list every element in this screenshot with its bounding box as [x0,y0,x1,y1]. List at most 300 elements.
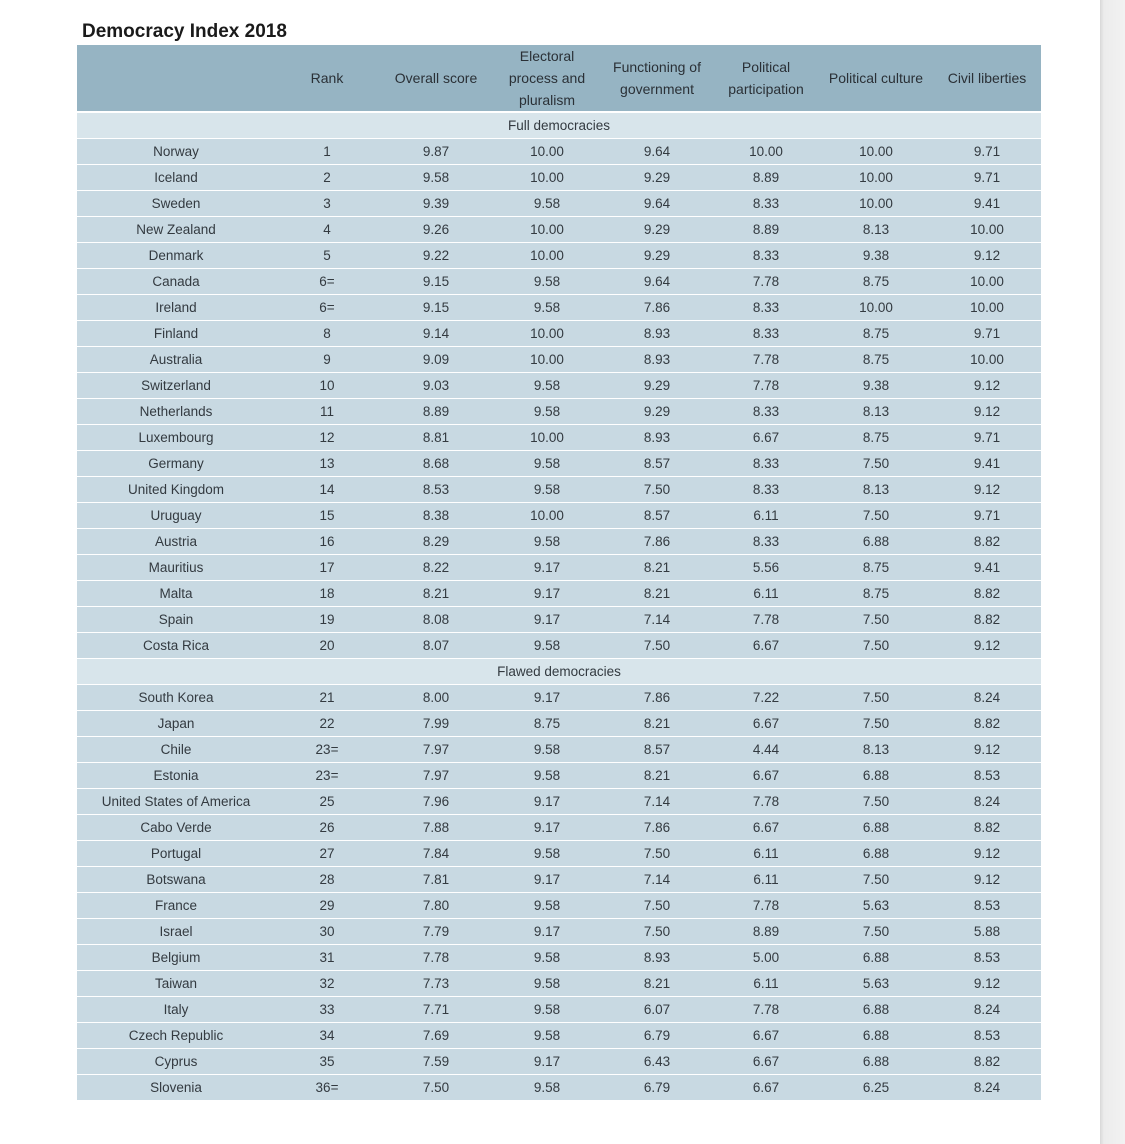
cell-political-culture: 7.50 [819,450,933,476]
cell-rank: 18 [275,580,379,606]
cell-functioning-of-government: 8.57 [601,736,713,762]
table-row [77,996,1041,1022]
cell-political-participation: 6.11 [713,970,819,996]
cell-overall-score: 7.71 [379,996,493,1022]
cell-civil-liberties: 8.53 [933,762,1041,788]
cell-country: Norway [77,138,275,164]
cell-rank: 30 [275,918,379,944]
cell-electoral-process: 9.58 [493,996,601,1022]
table-row [77,190,1041,216]
cell-rank: 6= [275,268,379,294]
cell-country: Cabo Verde [77,814,275,840]
table-row [77,970,1041,996]
cell-overall-score: 8.89 [379,398,493,424]
cell-rank: 1 [275,138,379,164]
cell-overall-score: 7.78 [379,944,493,970]
cell-rank: 6= [275,294,379,320]
cell-rank: 31 [275,944,379,970]
cell-functioning-of-government: 8.93 [601,320,713,346]
table-row [77,1074,1041,1100]
cell-functioning-of-government: 7.50 [601,632,713,658]
cell-electoral-process: 9.58 [493,372,601,398]
cell-political-participation: 10.00 [713,138,819,164]
cell-civil-liberties: 8.82 [933,606,1041,632]
header-rank: Rank [275,45,379,112]
table-row [77,840,1041,866]
cell-civil-liberties: 8.82 [933,528,1041,554]
table-header [77,45,1041,112]
cell-functioning-of-government: 7.50 [601,892,713,918]
table-row [77,164,1041,190]
cell-electoral-process: 10.00 [493,138,601,164]
cell-political-culture: 8.75 [819,580,933,606]
cell-rank: 35 [275,1048,379,1074]
cell-political-culture: 8.75 [819,268,933,294]
table-row [77,320,1041,346]
table-row [77,918,1041,944]
cell-civil-liberties: 10.00 [933,268,1041,294]
cell-overall-score: 7.81 [379,866,493,892]
cell-functioning-of-government: 9.64 [601,268,713,294]
cell-electoral-process: 9.58 [493,398,601,424]
cell-functioning-of-government: 9.29 [601,398,713,424]
cell-electoral-process: 10.00 [493,164,601,190]
cell-rank: 13 [275,450,379,476]
cell-electoral-process: 9.58 [493,632,601,658]
cell-functioning-of-government: 9.29 [601,216,713,242]
cell-overall-score: 8.38 [379,502,493,528]
cell-civil-liberties: 9.71 [933,320,1041,346]
table-row [77,216,1041,242]
cell-political-participation: 7.22 [713,684,819,710]
cell-country: Cyprus [77,1048,275,1074]
cell-country: Austria [77,528,275,554]
cell-political-culture: 6.88 [819,1022,933,1048]
cell-electoral-process: 10.00 [493,320,601,346]
cell-country: Portugal [77,840,275,866]
cell-political-culture: 7.50 [819,866,933,892]
cell-political-participation: 5.56 [713,554,819,580]
cell-country: Israel [77,918,275,944]
cell-functioning-of-government: 9.29 [601,242,713,268]
cell-political-participation: 6.67 [713,710,819,736]
cell-civil-liberties: 8.82 [933,814,1041,840]
cell-civil-liberties: 8.82 [933,710,1041,736]
cell-political-participation: 6.67 [713,814,819,840]
cell-electoral-process: 9.58 [493,268,601,294]
cell-political-culture: 6.88 [819,1048,933,1074]
cell-political-culture: 6.88 [819,814,933,840]
cell-overall-score: 7.99 [379,710,493,736]
cell-electoral-process: 9.17 [493,580,601,606]
section-header-row [77,658,1041,684]
cell-country: Japan [77,710,275,736]
cell-electoral-process: 9.58 [493,476,601,502]
section-title: Full democracies [77,112,1041,138]
cell-political-participation: 6.67 [713,1022,819,1048]
cell-political-culture: 6.88 [819,840,933,866]
cell-overall-score: 8.68 [379,450,493,476]
cell-political-participation: 8.89 [713,918,819,944]
cell-overall-score: 7.73 [379,970,493,996]
cell-country: Costa Rica [77,632,275,658]
table-row [77,502,1041,528]
cell-electoral-process: 9.58 [493,944,601,970]
cell-rank: 19 [275,606,379,632]
cell-country: Luxembourg [77,424,275,450]
cell-political-culture: 9.38 [819,242,933,268]
cell-political-participation: 8.33 [713,320,819,346]
table-row [77,788,1041,814]
cell-rank: 16 [275,528,379,554]
cell-rank: 8 [275,320,379,346]
cell-civil-liberties: 8.82 [933,580,1041,606]
cell-electoral-process: 9.17 [493,866,601,892]
table-row [77,736,1041,762]
cell-overall-score: 9.09 [379,346,493,372]
cell-civil-liberties: 9.12 [933,372,1041,398]
cell-political-participation: 8.89 [713,216,819,242]
header-row [77,45,1041,112]
cell-country: Netherlands [77,398,275,424]
cell-political-culture: 8.75 [819,424,933,450]
cell-civil-liberties: 9.41 [933,554,1041,580]
table-row [77,398,1041,424]
cell-country: Taiwan [77,970,275,996]
cell-political-participation: 5.00 [713,944,819,970]
cell-political-participation: 7.78 [713,996,819,1022]
cell-electoral-process: 9.17 [493,684,601,710]
cell-functioning-of-government: 7.50 [601,476,713,502]
cell-functioning-of-government: 7.14 [601,866,713,892]
cell-political-participation: 8.33 [713,242,819,268]
cell-country: Germany [77,450,275,476]
cell-overall-score: 7.97 [379,736,493,762]
cell-overall-score: 7.79 [379,918,493,944]
header-country [77,45,275,112]
cell-electoral-process: 9.58 [493,528,601,554]
cell-civil-liberties: 9.71 [933,502,1041,528]
cell-civil-liberties: 10.00 [933,294,1041,320]
cell-country: Australia [77,346,275,372]
cell-political-participation: 7.78 [713,606,819,632]
cell-political-participation: 6.67 [713,632,819,658]
cell-overall-score: 9.26 [379,216,493,242]
cell-rank: 21 [275,684,379,710]
cell-country: Botswana [77,866,275,892]
header-political-culture: Political culture [819,45,933,112]
cell-political-culture: 5.63 [819,892,933,918]
cell-political-participation: 6.67 [713,1048,819,1074]
cell-civil-liberties: 10.00 [933,216,1041,242]
cell-functioning-of-government: 8.57 [601,450,713,476]
table-row [77,450,1041,476]
cell-electoral-process: 9.58 [493,892,601,918]
cell-civil-liberties: 8.24 [933,684,1041,710]
cell-rank: 9 [275,346,379,372]
cell-country: Malta [77,580,275,606]
cell-functioning-of-government: 7.86 [601,294,713,320]
cell-rank: 23= [275,736,379,762]
cell-rank: 28 [275,866,379,892]
cell-political-culture: 7.50 [819,710,933,736]
cell-functioning-of-government: 8.93 [601,346,713,372]
cell-political-participation: 6.11 [713,866,819,892]
header-overall-score: Overall score [379,45,493,112]
cell-political-culture: 9.38 [819,372,933,398]
cell-political-participation: 8.33 [713,450,819,476]
table-row [77,138,1041,164]
cell-country: Czech Republic [77,1022,275,1048]
cell-political-participation: 6.11 [713,580,819,606]
cell-overall-score: 8.53 [379,476,493,502]
cell-functioning-of-government: 7.86 [601,814,713,840]
cell-functioning-of-government: 8.57 [601,502,713,528]
cell-functioning-of-government: 8.93 [601,424,713,450]
cell-political-culture: 5.63 [819,970,933,996]
table-row [77,944,1041,970]
cell-civil-liberties: 8.24 [933,1074,1041,1100]
table-row [77,268,1041,294]
table-row [77,606,1041,632]
cell-functioning-of-government: 8.21 [601,970,713,996]
table-row [77,372,1041,398]
cell-political-participation: 7.78 [713,346,819,372]
cell-functioning-of-government: 6.07 [601,996,713,1022]
cell-political-culture: 8.75 [819,346,933,372]
header-civil-liberties: Civil liberties [933,45,1041,112]
cell-rank: 5 [275,242,379,268]
cell-political-participation: 6.67 [713,1074,819,1100]
cell-electoral-process: 9.58 [493,840,601,866]
table-row [77,762,1041,788]
cell-electoral-process: 9.58 [493,762,601,788]
cell-overall-score: 7.59 [379,1048,493,1074]
cell-political-culture: 10.00 [819,138,933,164]
cell-overall-score: 8.81 [379,424,493,450]
cell-rank: 17 [275,554,379,580]
cell-political-culture: 7.50 [819,788,933,814]
cell-overall-score: 9.15 [379,268,493,294]
cell-functioning-of-government: 7.14 [601,788,713,814]
cell-political-culture: 7.50 [819,684,933,710]
cell-political-culture: 8.75 [819,320,933,346]
cell-functioning-of-government: 8.21 [601,762,713,788]
cell-functioning-of-government: 8.93 [601,944,713,970]
cell-electoral-process: 9.58 [493,1074,601,1100]
table-row [77,424,1041,450]
cell-political-culture: 6.88 [819,996,933,1022]
cell-rank: 32 [275,970,379,996]
cell-country: Ireland [77,294,275,320]
cell-rank: 36= [275,1074,379,1100]
table-row [77,1022,1041,1048]
cell-overall-score: 7.69 [379,1022,493,1048]
cell-country: Spain [77,606,275,632]
cell-rank: 4 [275,216,379,242]
cell-overall-score: 7.88 [379,814,493,840]
cell-rank: 33 [275,996,379,1022]
cell-country: Italy [77,996,275,1022]
cell-rank: 14 [275,476,379,502]
table-row [77,892,1041,918]
cell-overall-score: 9.39 [379,190,493,216]
table-row [77,242,1041,268]
cell-functioning-of-government: 8.21 [601,710,713,736]
cell-civil-liberties: 9.12 [933,476,1041,502]
democracy-index-table [77,45,1041,1101]
cell-functioning-of-government: 6.43 [601,1048,713,1074]
cell-civil-liberties: 8.53 [933,1022,1041,1048]
cell-electoral-process: 9.17 [493,554,601,580]
cell-political-culture: 7.50 [819,918,933,944]
cell-rank: 20 [275,632,379,658]
cell-civil-liberties: 9.12 [933,866,1041,892]
cell-overall-score: 9.15 [379,294,493,320]
cell-civil-liberties: 9.71 [933,138,1041,164]
table-row [77,554,1041,580]
table-row [77,814,1041,840]
cell-country: United Kingdom [77,476,275,502]
cell-electoral-process: 9.17 [493,814,601,840]
cell-electoral-process: 10.00 [493,502,601,528]
cell-overall-score: 9.58 [379,164,493,190]
cell-civil-liberties: 8.53 [933,892,1041,918]
cell-functioning-of-government: 6.79 [601,1074,713,1100]
cell-overall-score: 9.14 [379,320,493,346]
cell-political-participation: 8.33 [713,190,819,216]
cell-electoral-process: 9.58 [493,294,601,320]
cell-civil-liberties: 9.12 [933,242,1041,268]
cell-rank: 10 [275,372,379,398]
cell-overall-score: 7.97 [379,762,493,788]
cell-functioning-of-government: 7.14 [601,606,713,632]
cell-rank: 22 [275,710,379,736]
cell-country: United States of America [77,788,275,814]
cell-overall-score: 7.80 [379,892,493,918]
section-header-row [77,112,1041,138]
cell-political-culture: 8.75 [819,554,933,580]
cell-civil-liberties: 9.41 [933,450,1041,476]
cell-country: Sweden [77,190,275,216]
cell-civil-liberties: 8.24 [933,996,1041,1022]
cell-political-participation: 6.11 [713,840,819,866]
cell-political-participation: 8.33 [713,294,819,320]
cell-rank: 2 [275,164,379,190]
cell-rank: 3 [275,190,379,216]
cell-political-culture: 6.88 [819,528,933,554]
table-row [77,1048,1041,1074]
table-row [77,710,1041,736]
cell-rank: 29 [275,892,379,918]
cell-overall-score: 9.87 [379,138,493,164]
cell-electoral-process: 9.17 [493,788,601,814]
cell-civil-liberties: 8.53 [933,944,1041,970]
cell-rank: 34 [275,1022,379,1048]
cell-rank: 12 [275,424,379,450]
cell-functioning-of-government: 8.21 [601,580,713,606]
cell-country: Iceland [77,164,275,190]
cell-electoral-process: 9.58 [493,190,601,216]
cell-electoral-process: 10.00 [493,242,601,268]
cell-country: Canada [77,268,275,294]
cell-electoral-process: 9.58 [493,970,601,996]
cell-electoral-process: 9.58 [493,450,601,476]
cell-political-participation: 6.67 [713,762,819,788]
cell-rank: 11 [275,398,379,424]
cell-rank: 27 [275,840,379,866]
cell-country: South Korea [77,684,275,710]
cell-political-culture: 7.50 [819,632,933,658]
cell-political-participation: 4.44 [713,736,819,762]
section-title: Flawed democracies [77,658,1041,684]
cell-functioning-of-government: 7.86 [601,684,713,710]
cell-country: Mauritius [77,554,275,580]
cell-political-participation: 8.33 [713,476,819,502]
cell-country: Slovenia [77,1074,275,1100]
cell-functioning-of-government: 9.29 [601,372,713,398]
table-row [77,866,1041,892]
cell-electoral-process: 9.17 [493,918,601,944]
table-row [77,684,1041,710]
cell-overall-score: 8.29 [379,528,493,554]
table-row [77,580,1041,606]
cell-civil-liberties: 9.71 [933,164,1041,190]
table-body [77,112,1041,1100]
cell-political-participation: 7.78 [713,788,819,814]
cell-political-participation: 8.89 [713,164,819,190]
cell-civil-liberties: 9.71 [933,424,1041,450]
cell-electoral-process: 9.17 [493,606,601,632]
cell-overall-score: 8.00 [379,684,493,710]
cell-country: France [77,892,275,918]
cell-political-culture: 6.88 [819,944,933,970]
cell-civil-liberties: 9.41 [933,190,1041,216]
cell-electoral-process: 10.00 [493,424,601,450]
cell-country: Chile [77,736,275,762]
cell-civil-liberties: 9.12 [933,736,1041,762]
cell-country: Finland [77,320,275,346]
cell-civil-liberties: 8.24 [933,788,1041,814]
page-title: Democracy Index 2018 [82,21,287,42]
cell-functioning-of-government: 8.21 [601,554,713,580]
cell-functioning-of-government: 7.50 [601,918,713,944]
cell-overall-score: 8.08 [379,606,493,632]
cell-political-culture: 8.13 [819,736,933,762]
cell-political-participation: 8.33 [713,528,819,554]
cell-rank: 25 [275,788,379,814]
table-row [77,294,1041,320]
cell-political-participation: 8.33 [713,398,819,424]
cell-civil-liberties: 5.88 [933,918,1041,944]
cell-country: Estonia [77,762,275,788]
cell-functioning-of-government: 9.29 [601,164,713,190]
cell-political-participation: 7.78 [713,892,819,918]
cell-country: Uruguay [77,502,275,528]
cell-political-culture: 7.50 [819,502,933,528]
cell-civil-liberties: 9.12 [933,632,1041,658]
cell-political-participation: 6.11 [713,502,819,528]
header-electoral-process: Electoral process and pluralism [493,45,601,112]
cell-overall-score: 8.21 [379,580,493,606]
cell-overall-score: 7.50 [379,1074,493,1100]
cell-overall-score: 8.22 [379,554,493,580]
cell-political-culture: 7.50 [819,606,933,632]
cell-electoral-process: 10.00 [493,216,601,242]
cell-civil-liberties: 9.12 [933,970,1041,996]
cell-overall-score: 7.84 [379,840,493,866]
cell-functioning-of-government: 7.86 [601,528,713,554]
